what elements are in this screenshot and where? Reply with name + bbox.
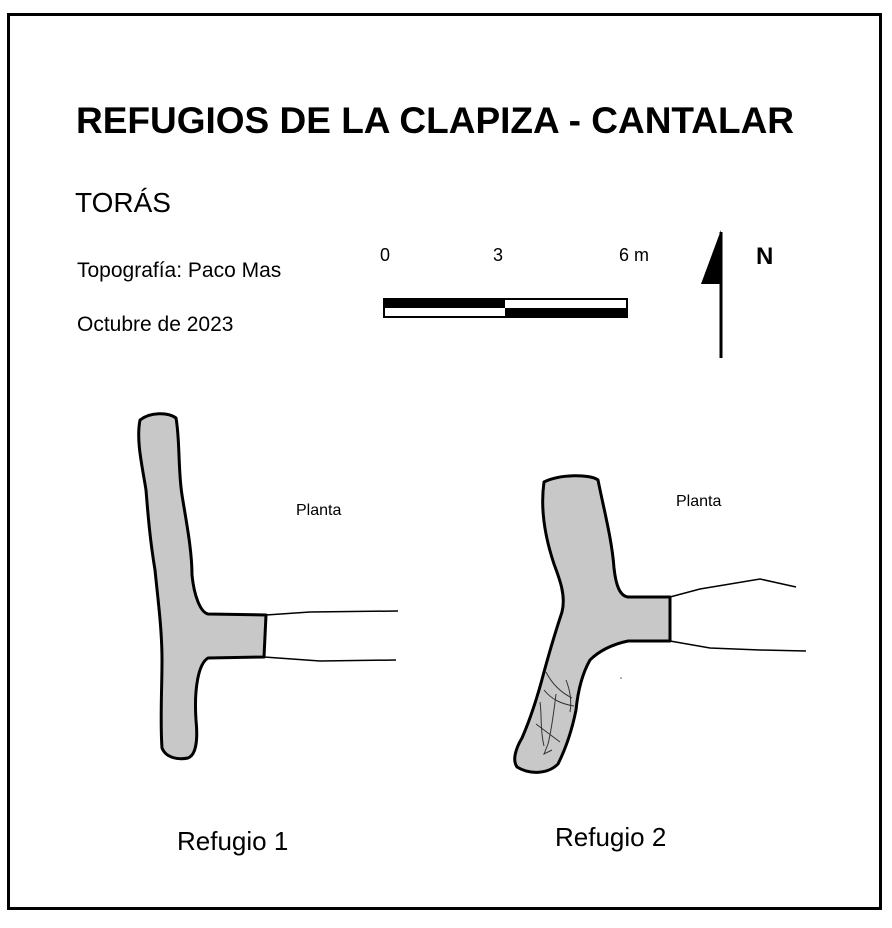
refugio-2-view-label: Planta [676, 493, 722, 510]
location-label: TORÁS [75, 187, 171, 218]
scale-label-6: 6 m [619, 245, 650, 265]
scale-bar-segment-1 [384, 299, 505, 308]
refugio-2-plan [515, 476, 806, 773]
scale-bar-segment-2 [505, 308, 627, 317]
refugio-2-label: Refugio 2 [555, 822, 667, 852]
refugio-2-chamber [515, 476, 670, 773]
north-label: N [756, 243, 774, 270]
refugio-1-chamber [139, 414, 266, 759]
date-label: Octubre de 2023 [77, 313, 234, 336]
north-arrow-icon [701, 230, 721, 358]
refugio-1-plan [139, 414, 398, 759]
refugio-1-label: Refugio 1 [177, 826, 289, 856]
scale-label-3: 3 [493, 245, 504, 265]
scale-label-0: 0 [380, 245, 391, 265]
scale-bar [384, 299, 627, 317]
map-title: REFUGIOS DE LA CLAPIZA - CANTALAR [76, 100, 795, 141]
refugio-1-view-label: Planta [296, 502, 342, 519]
author-label: Topografía: Paco Mas [77, 259, 282, 282]
